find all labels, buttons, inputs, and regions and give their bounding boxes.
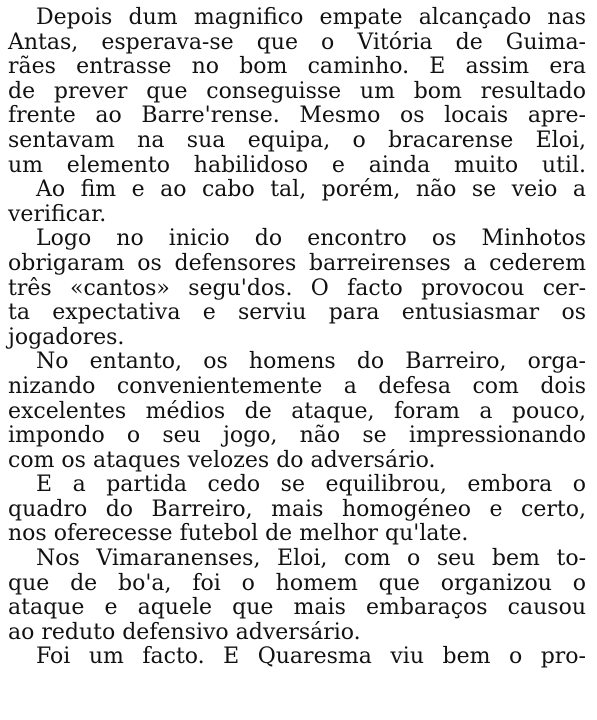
text-line: ta expectativa e serviu para entusiasmar os — [8, 300, 586, 326]
text-line: E a partida cedo se equilibrou, embora o — [36, 472, 586, 498]
text-line: ataque e aquele que mais embaraços causou — [8, 595, 586, 621]
paragraph-2 — [8, 178, 586, 227]
paragraph-3 — [8, 227, 586, 350]
text-line: verificar. — [8, 201, 107, 227]
paragraph-6 — [8, 547, 586, 645]
text-line: três «cantos» segu'dos. O facto provocou cer- — [8, 275, 586, 301]
text-line: sentavam na sua equipa, o bracarense Eloi, — [8, 127, 586, 153]
text-line: No entanto, os homens do Barreiro, orga- — [36, 349, 586, 375]
text-line: Ao fim e ao cabo tal, porém, não se veio a — [36, 177, 586, 203]
text-line: impondo o seu jogo, não se impressionando — [8, 423, 586, 449]
text-line: frente ao Barre'rense. Mesmo os locais apre- — [8, 103, 586, 129]
text-line: jogadores. — [8, 324, 125, 350]
text-line: Foi um facto. E Quaresma viu bem o pro- — [36, 644, 586, 670]
text-line: obrigaram os defensores barreirenses a cederem — [8, 250, 586, 276]
text-line: excelentes médios de ataque, foram a pouco, — [8, 398, 586, 424]
text-line: Depois dum magnifico empate alcançado nas — [36, 5, 586, 30]
paragraph-4 — [8, 350, 586, 473]
text-line: de prever que conseguisse um bom resultado — [8, 78, 586, 104]
text-line: Antas, esperava-se que o Vitória de Guima- — [8, 29, 586, 55]
article-column — [8, 6, 586, 670]
text-line: nizando convenientemente a defesa com dois — [8, 373, 586, 399]
text-line: um elemento habilidoso e ainda muito util. — [8, 152, 586, 178]
paragraph-5 — [8, 473, 586, 547]
text-line: rães entrasse no bom caminho. E assim era — [8, 54, 586, 80]
text-line: Nos Vimaranenses, Eloi, com o seu bem to- — [36, 546, 586, 572]
text-line: Logo no inicio do encontro os Minhotos — [36, 226, 586, 252]
text-line: com os ataques velozes do adversário. — [8, 447, 436, 473]
text-line: quadro do Barreiro, mais homogéneo e certo, — [8, 496, 586, 522]
text-line: nos oferecesse futebol de melhor qu'late. — [8, 521, 469, 547]
text-line: ao reduto defensivo adversário. — [8, 619, 361, 645]
text-line: que de bo'a, foi o homem que organizou o — [8, 570, 586, 596]
paragraph-7 — [8, 645, 586, 670]
paragraph-1 — [8, 6, 586, 178]
